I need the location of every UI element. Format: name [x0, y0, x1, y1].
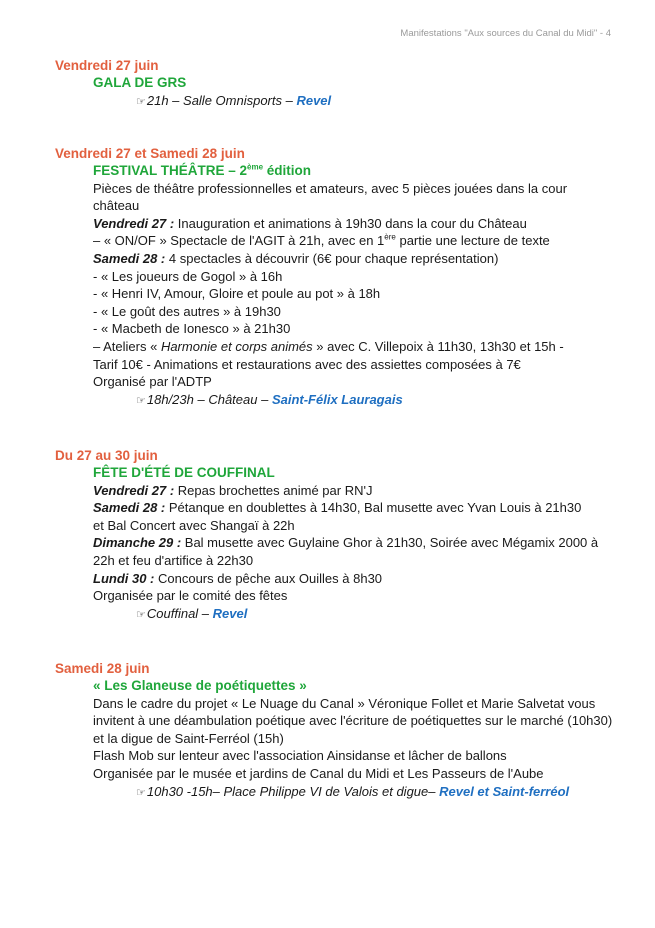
event-title: FÊTE D'ÉTÉ DE COUFFINAL	[93, 465, 275, 480]
event-city: Revel	[296, 92, 332, 108]
event-date: Vendredi 27 juin	[55, 58, 159, 73]
event-fete-couffinal	[55, 447, 625, 624]
onof-line: – « ON/OF » Spectacle de l'AGIT à 21h, avec en 1ère partie une lecture de texte	[93, 233, 550, 249]
organizer-line: Organisé par l'ADTP	[93, 374, 212, 390]
event-festival-theatre	[55, 145, 625, 410]
event-location: ☞10h30 -15h– Place Philippe VI de Valois et digue– Revel et Saint-ferréol	[136, 783, 570, 799]
event-date: Samedi 28 juin	[55, 661, 150, 676]
show-item: - « Le goût des autres » à 19h30	[93, 303, 281, 319]
saturday-line: Samedi 28 : 4 spectacles à découvrir (6€ pour chaque représentation)	[93, 250, 499, 266]
organizer-line: Organisée par le comité des fêtes	[93, 588, 288, 604]
show-item: - « Henri IV, Amour, Gloire et poule au pot » à 18h	[93, 286, 381, 302]
event-city: Saint-Félix Lauragais	[271, 391, 403, 407]
ateliers-line: – Ateliers « Harmonie et corps animés » avec C. Villepoix à 11h30, 13h30 et 15h -	[93, 338, 564, 354]
day-line: Lundi 30 : Concours de pêche aux Ouilles à 8h30	[93, 570, 383, 586]
event-title: GALA DE GRS	[93, 75, 187, 90]
event-location: ☞Couffinal – Revel	[136, 605, 248, 621]
event-date: Du 27 au 30 juin	[55, 448, 158, 463]
day-line: Dimanche 29 : Bal musette avec Guylaine Ghor à 21h30, Soirée avec Mégamix 2000 à 22h et feu d'artifice à 22h30	[93, 535, 599, 568]
event-title: « Les Glaneuse de poétiquettes »	[93, 678, 307, 693]
pointer-hand-icon: ☞	[136, 95, 146, 108]
flashmob-line: Flash Mob sur lenteur avec l'association Ainsidanse et lâcher de ballons	[93, 748, 507, 764]
pointer-hand-icon: ☞	[136, 394, 146, 407]
pointer-hand-icon: ☞	[136, 608, 146, 621]
event-city: Revel	[212, 605, 248, 621]
show-item: - « Macbeth de Ionesco » à 21h30	[93, 321, 291, 337]
event-city: Revel et Saint-ferréol	[439, 783, 570, 799]
page-header: Manifestations "Aux sources du Canal du Midi" - 4	[400, 28, 611, 39]
organizer-line: Organisée par le musée et jardins de Canal du Midi et Les Passeurs de l'Aube	[93, 765, 544, 781]
show-item: - « Les joueurs de Gogol » à 16h	[93, 268, 283, 284]
event-glaneuse-poetiquettes	[55, 660, 625, 802]
day-line: Samedi 28 : Pétanque en doublettes à 14h30, Bal musette avec Yvan Louis à 21h30 et Bal Concert avec Shangaï à 22h	[93, 500, 582, 533]
event-intro: Pièces de théâtre professionnelles et amateurs, avec 5 pièces jouées dans la cour château	[93, 180, 568, 214]
event-title: FESTIVAL THÉÂTRE – 2ème édition	[93, 162, 312, 178]
friday-line: Vendredi 27 : Inauguration et animations à 19h30 dans la cour du Château	[93, 215, 527, 231]
event-location: ☞21h – Salle Omnisports – Revel	[136, 92, 332, 108]
event-description: Dans le cadre du projet « Le Nuage du Canal » Véronique Follet et Marie Salvetat vous invitent à une déambulation poétique avec l'écriture de poétiquettes sur le marché (10h30) et la digue de Saint-Ferréol (15h)	[93, 695, 613, 746]
event-location: ☞18h/23h – Château – Saint-Félix Lauragais	[136, 391, 403, 407]
day-line: Vendredi 27 : Repas brochettes animé par RN'J	[93, 482, 373, 498]
event-date: Vendredi 27 et Samedi 28 juin	[55, 146, 245, 161]
event-gala-grs	[55, 57, 625, 111]
pointer-hand-icon: ☞	[136, 786, 146, 799]
tarif-line: Tarif 10€ - Animations et restaurations avec des assiettes composées à 7€	[93, 356, 521, 372]
